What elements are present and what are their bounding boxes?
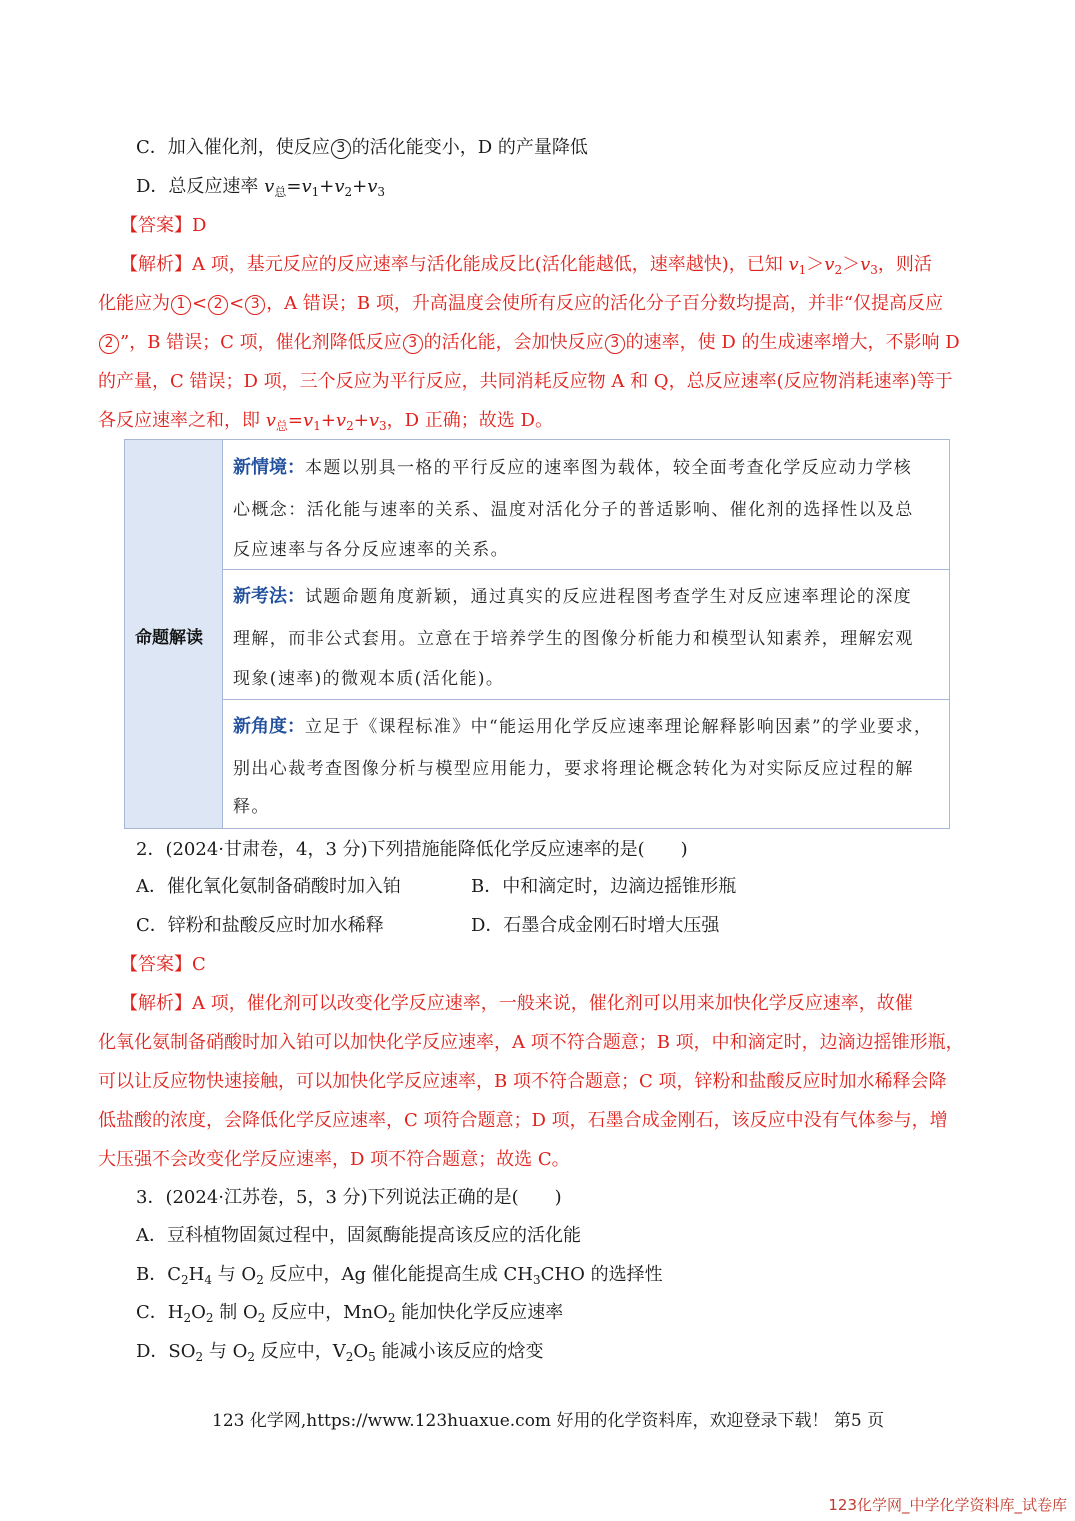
interpretation-cell-3: 新角度：立足于《课程标准》中“能运用化学反应速率理论解释影响因素”的学业要求， 别出心裁考查图像分析与模型应用能力，要求将理论概念转化为对实际反应过程的解 释。: [223, 700, 949, 828]
interpretation-cell-1: 新情境：本题以别具一格的平行反应的速率图为载体，较全面考查化学反应动力学核 心概念：活化能与速率的关系、温度对活化分子的普适影响、催化剂的选择性以及总 反应速率与各分反应速率的关系。: [223, 440, 949, 570]
interpretation-label: 命题解读: [135, 628, 203, 648]
keyword-new-angle: 新角度：: [233, 716, 305, 737]
interpretation-label-cell: [125, 440, 223, 828]
q1-analysis-line-2: 化能应为 1 < 2 < 3 ，A 错误；B 项，升高温度会使所有反应的活化分子百分数均提高，并非“仅提高反应: [98, 293, 944, 314]
q1-option-d: D．总反应速率 $v_总=v_1+v_2+v_3$: [136, 176, 386, 199]
q1-option-c: C．加入催化剂，使反应 3 的活化能变小，D 的产量降低: [136, 137, 588, 158]
cell-1-line-3: 反应速率与各分反应速率的关系。: [233, 540, 509, 560]
q1-answer: 【答案】D: [120, 215, 207, 236]
q1-analysis-line-3: 2 ”，B 错误；C 项，催化剂降低反应 3 的活化能，会加快反应 3 的速率，使 D 的生成速率增大，不影响 D: [98, 330, 960, 356]
cell-2-line-2: 理解，而非公式套用。立意在于培养学生的图像分析能力和模型认知素养，理解宏观: [233, 629, 914, 649]
q3-option-c: C．$H_2O_2$ 制 $O_2$ 反应中，MnO$_2$ 能加快化学反应速率: [136, 1302, 564, 1325]
cell-3-line-2: 别出心裁考查图像分析与模型应用能力，要求将理论概念转化为对实际反应过程的解: [233, 759, 914, 779]
watermark: 123化学网_中学化学资料库_试卷库: [828, 1496, 1067, 1514]
keyword-new-method: 新考法：: [233, 586, 305, 607]
q3-option-a: A．豆科植物固氮过程中，固氮酶能提高该反应的活化能: [136, 1225, 581, 1246]
q2-option-c: C．锌粉和盐酸反应时加水稀释: [136, 915, 384, 936]
q2-analysis-line-2: 化氧化氨制备硝酸时加入铂可以加快化学反应速率，A 项不符合题意；B 项，中和滴定时，边滴边摇锥形瓶，: [98, 1032, 964, 1053]
interpretation-box: [124, 439, 950, 829]
q3-option-b: B．$C_2H_4$ 与 $O_2$ 反应中，Ag 催化能提高生成 $CH_3CHO$ 的选择性: [136, 1264, 663, 1287]
q2-analysis-line-3: 可以让反应物快速接触，可以加快化学反应速率，B 项不符合题意；C 项，锌粉和盐酸反应时加水稀释会降: [98, 1071, 947, 1092]
q1-analysis-line-4: 的产量，C 错误；D 项，三个反应为平行反应，共同消耗反应物 A 和 Q，总反应速率(反应物消耗速率)等于: [98, 371, 953, 392]
q2-stem: 2．(2024·甘肃卷，4，3 分)下列措施能降低化学反应速率的是( ): [136, 839, 688, 860]
interpretation-cell-2: 新考法：试题命题角度新颖，通过真实的反应进程图考查学生对反应速率理论的深度 理解，而非公式套用。立意在于培养学生的图像分析能力和模型认知素养，理解宏观 现象(速率)的微观本质(活化能)。: [223, 570, 949, 700]
keyword-new-context: 新情境：: [233, 457, 305, 478]
cell-1-line-2: 心概念：活化能与速率的关系、温度对活化分子的普适影响、催化剂的选择性以及总: [233, 500, 914, 520]
q2-answer: 【答案】C: [120, 954, 206, 975]
q1-analysis-line-1: 【解析】A 项，基元反应的反应速率与活化能成反比(活化能越低，速率越快)，已知 $v_1>v_2>v_3$，则活: [120, 254, 932, 277]
cell-3-line-3: 释。: [233, 797, 270, 817]
q2-option-b: B．中和滴定时，边滴边摇锥形瓶: [471, 876, 737, 897]
q2-analysis-line-4: 低盐酸的浓度，会降低化学反应速率，C 项符合题意；D 项，石墨合成金刚石，该反应中没有气体参与，增: [98, 1110, 948, 1131]
q3-stem: 3．(2024·江苏卷，5，3 分)下列说法正确的是( ): [136, 1187, 562, 1208]
page-footer: 123 化学网,https://www.123huaxue.com 好用的化学资料库，欢迎登录下载！ 第5 页: [212, 1411, 885, 1431]
q2-analysis-line-5: 大压强不会改变化学反应速率，D 项不符合题意；故选 C。: [98, 1149, 570, 1170]
q2-option-a: A．催化氧化氨制备硝酸时加入铂: [136, 876, 401, 897]
q1-analysis-line-5: 各反应速率之和，即 $v_总=v_1+v_2+v_3$，D 正确；故选 D。: [98, 410, 553, 433]
q2-option-d: D．石墨合成金刚石时增大压强: [471, 915, 720, 936]
q3-option-d: D．$SO_2$ 与 $O_2$ 反应中，$V_2O_5$ 能减小该反应的焓变: [136, 1341, 544, 1364]
q2-analysis-line-1: 【解析】A 项，催化剂可以改变化学反应速率，一般来说，催化剂可以用来加快化学反应速率，故催: [120, 993, 913, 1014]
cell-2-line-3: 现象(速率)的微观本质(活化能)。: [233, 669, 505, 689]
